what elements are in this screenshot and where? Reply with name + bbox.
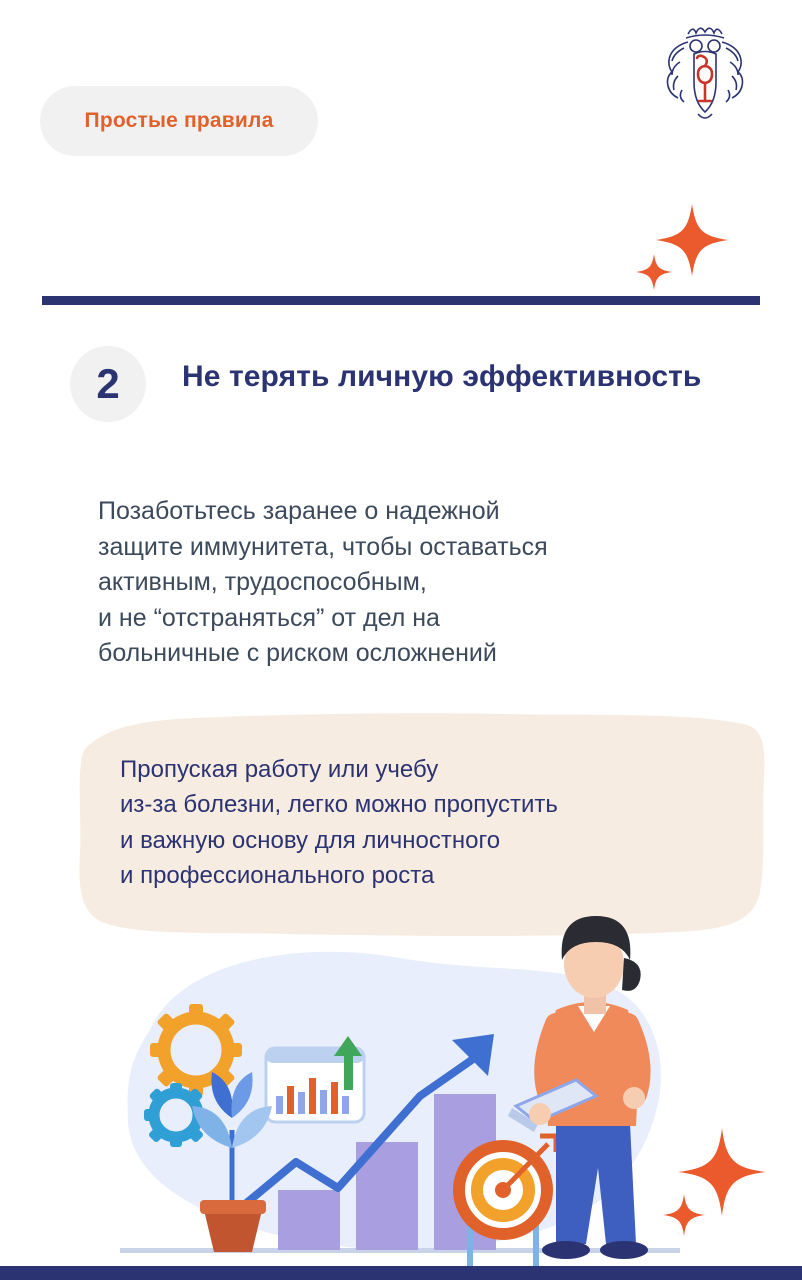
body-line-4: и не “отстраняться” от дел на (98, 603, 440, 632)
body-line-1: Позаботьтесь заранее о надежной (98, 497, 500, 525)
step-number: 2 (96, 360, 120, 407)
badge-label: Простые правила (84, 109, 274, 132)
simple-rules-badge (40, 86, 318, 156)
bottom-bar (0, 1266, 802, 1280)
highlight-line-4: и профессионального роста (120, 861, 435, 889)
body-line-2: защите иммунитета, чтобы оставаться (98, 532, 548, 561)
bar-1 (278, 1190, 340, 1250)
section-title-line-1: Не терять личную (182, 360, 454, 393)
section-title-line-2: эффективность (462, 360, 702, 393)
sparkle-decoration-bottom-icon (660, 1120, 790, 1250)
body-line-3: активным, трудоспособным, (98, 568, 427, 596)
section-title (182, 356, 702, 399)
highlight-line-2: из-за болезни, легко можно пропустить (120, 791, 558, 819)
russian-federation-healthcare-emblem-icon (658, 18, 752, 128)
highlight-line-1: Пропуская работу или учебу (120, 756, 439, 783)
body-line-5: больничные с риском осложнений (98, 639, 497, 667)
highlight-line-3: и важную основу для личностного (120, 826, 501, 854)
highlight-paragraph (120, 752, 750, 893)
step-number-badge (70, 346, 146, 422)
sparkle-decoration-icon (630, 196, 740, 296)
section-divider (42, 296, 760, 305)
body-paragraph (98, 494, 738, 672)
